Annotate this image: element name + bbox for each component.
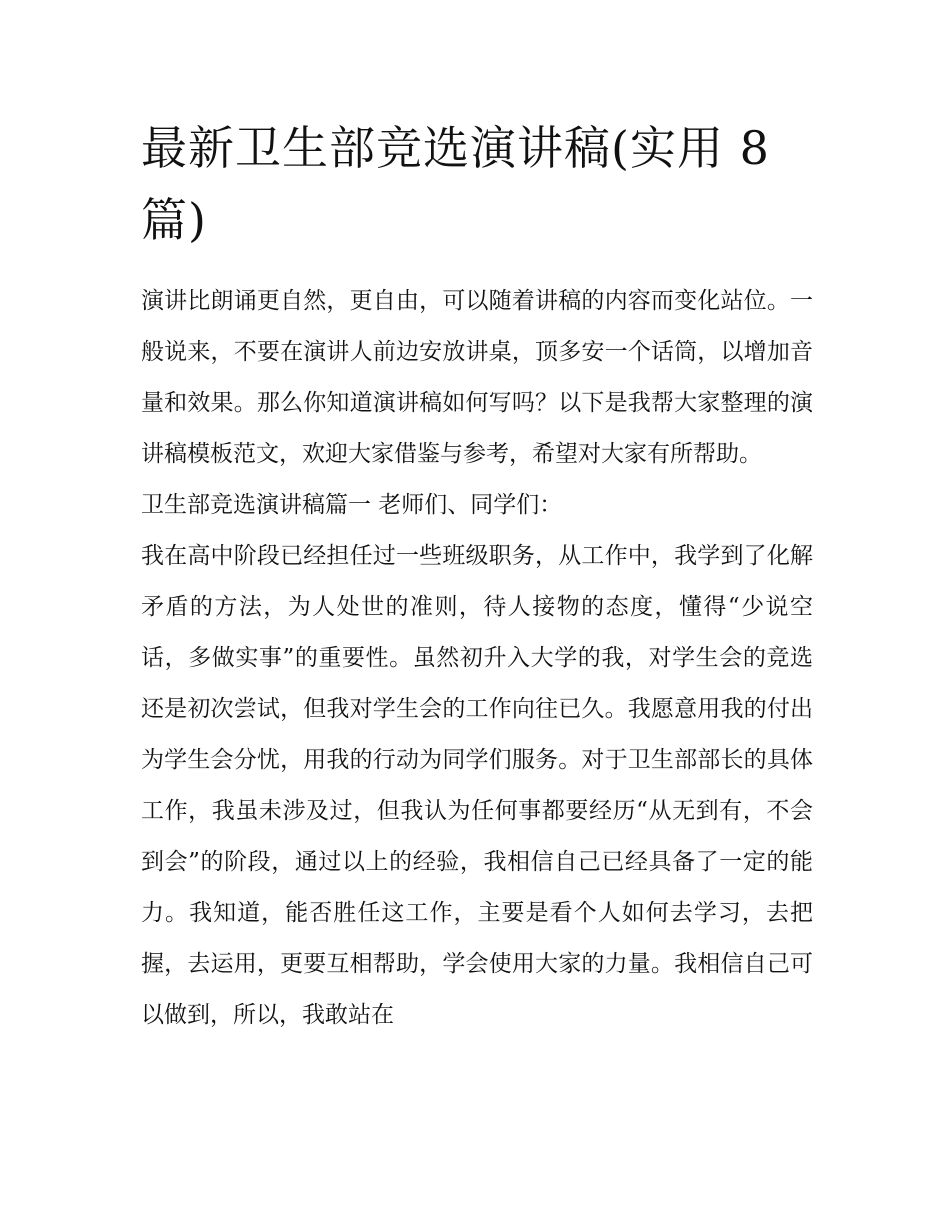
document-body xyxy=(141,276,813,1041)
intro-paragraph: 演讲比朗诵更自然，更自由，可以随着讲稿的内容而变化站位。一般说来，不要在演讲人前边安放讲桌，顶多安一个话筒，以增加音量和效果。那么你知道演讲稿如何写吗？以下是我帮大家整理的演讲稿模板范文，欢迎大家借鉴与参考，希望对大家有所帮助。 xyxy=(141,288,813,467)
document-page xyxy=(141,112,813,1041)
document-title: 最新卫生部竞选演讲稿(实用 8篇) xyxy=(141,121,770,247)
speech-paragraph: 我在高中阶段已经担任过一些班级职务，从工作中，我学到了化解矛盾的方法，为人处世的准则，待人接物的态度，懂得“少说空话，多做实事”的重要性。虽然初升入大学的我，对学生会的竞选还是初次尝试，但我对学生会的工作向往已久。我愿意用我的付出为学生会分忧，用我的行动为同学们服务。对于卫生部部长的具体工作，我虽未涉及过，但我认为任何事都要经历“从无到有，不会到会”的阶段，通过以上的经验，我相信自己已经具备了一定的能力。我知道，能否胜任这工作，主要是看个人如何去学习，去把握，去运用，更要互相帮助，学会使用大家的力量。我相信自己可以做到，所以，我敢站在 xyxy=(141,543,813,1028)
section-heading-paragraph: 卫生部竞选演讲稿篇一 老师们、同学们： xyxy=(141,492,563,518)
